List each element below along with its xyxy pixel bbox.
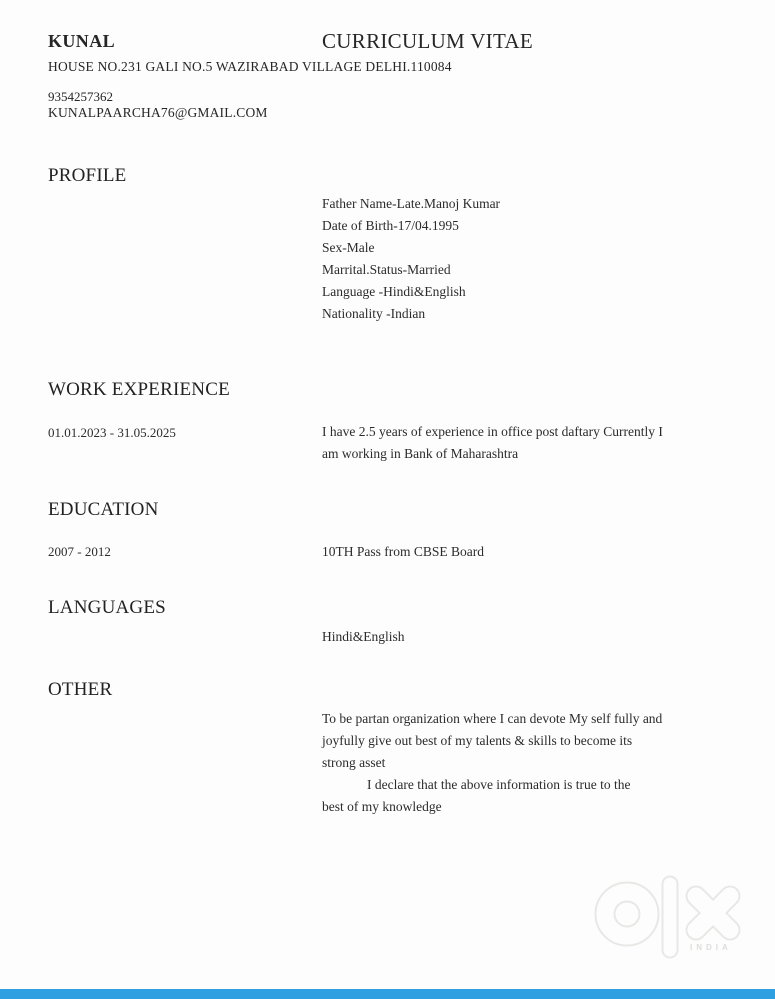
education-description: 10TH Pass from CBSE Board: [322, 544, 484, 559]
profile-detail-language: Language -Hindi&English: [322, 284, 466, 299]
candidate-name: KUNAL: [48, 31, 116, 51]
education-period: 2007 - 2012: [48, 544, 111, 559]
work-description: [322, 421, 750, 465]
declaration-line: best of my knowledge: [322, 799, 442, 814]
email-address: KUNALPAARCHA76@GMAIL.COM: [48, 105, 268, 120]
olx-region-label: INDIA: [690, 943, 732, 952]
document-title: CURRICULUM VITAE: [322, 29, 533, 53]
languages-value: Hindi&English: [322, 629, 405, 644]
section-heading-work-experience: WORK EXPERIENCE: [48, 379, 230, 400]
section-heading-profile: PROFILE: [48, 165, 127, 186]
profile-detail-nationality: Nationality -Indian: [322, 306, 426, 321]
section-heading-other: OTHER: [48, 679, 113, 700]
section-heading-languages: LANGUAGES: [48, 597, 166, 618]
olx-logo-icon: [592, 872, 757, 964]
objective-line: joyfully give out best of my talents & skills to become its: [322, 733, 633, 748]
profile-detail-date-of-birth: Date of Birth-17/04.1995: [322, 218, 459, 233]
declaration-text: [322, 774, 750, 818]
work-period: 01.01.2023 - 31.05.2025: [48, 425, 176, 440]
work-description-line: am working in Bank of Maharashtra: [322, 446, 519, 461]
profile-details: [322, 193, 750, 325]
phone-number: 9354257362: [48, 89, 113, 104]
bottom-bar: [0, 989, 775, 999]
section-heading-education: EDUCATION: [48, 499, 159, 520]
address-line: HOUSE NO.231 GALI NO.5 WAZIRABAD VILLAGE DELHI.110084: [48, 59, 452, 74]
work-description-line: I have 2.5 years of experience in office post daftary Currently I: [322, 424, 663, 439]
profile-detail-marital-status: Marrital.Status-Married: [322, 262, 451, 277]
declaration-line: I declare that the above information is true to the: [367, 777, 631, 792]
profile-detail-father-name: Father Name-Late.Manoj Kumar: [322, 196, 501, 211]
objective-text: [322, 708, 750, 774]
profile-detail-sex: Sex-Male: [322, 240, 375, 255]
objective-line: strong asset: [322, 755, 386, 770]
objective-line: To be partan organization where I can devote My self fully and: [322, 711, 663, 726]
